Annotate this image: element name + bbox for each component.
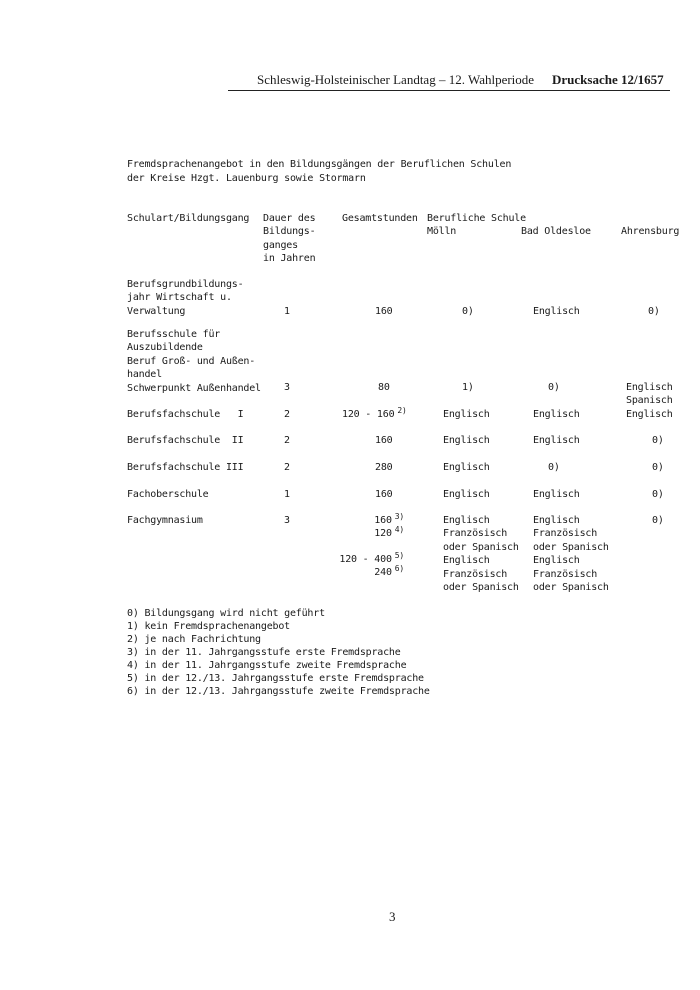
- footnote: 0) Bildungsgang wird nicht geführt: [127, 608, 325, 619]
- gesamtstunden-value: 240: [374, 567, 392, 578]
- footnote-ref: 6): [394, 564, 404, 573]
- header-bad-oldesloe: Bad Oldesloe: [521, 226, 591, 237]
- footnote: 1) kein Fremdsprachenangebot: [127, 621, 290, 632]
- cell-gesamtstunden: 80: [378, 382, 390, 393]
- cell-bad-oldesloe: 0): [548, 382, 560, 393]
- cell-schulart: Berufsschule für Auszubildende Beruf Groß- und Außen- handel Schwerpunkt Außenhandel: [127, 329, 261, 394]
- cell-bad-oldesloe: Englisch: [533, 435, 580, 446]
- gesamtstunden-value: 120: [374, 528, 392, 539]
- header-ahrensburg: Ahrensburg: [621, 226, 680, 237]
- cell-bad-oldesloe: Englisch: [533, 306, 580, 317]
- page-number: 3: [389, 909, 396, 924]
- cell-dauer: 2: [284, 435, 290, 446]
- footnote: 3) in der 11. Jahrgangsstufe erste Fremdsprache: [127, 647, 401, 658]
- cell-bad-oldesloe: 0): [548, 462, 560, 473]
- cell-schulart: Fachoberschule: [127, 489, 209, 500]
- footnote-ref: 3): [394, 512, 404, 521]
- cell-schulart: Berufsgrundbildungs- jahr Wirtschaft u. Verwaltung: [127, 279, 244, 317]
- footnote: 6) in der 12./13. Jahrgangsstufe zweite Fremdsprache: [127, 686, 430, 697]
- cell-bad-oldesloe: Englisch Französisch oder Spanisch Englisch Französisch oder Spanisch: [533, 515, 609, 594]
- cell-moelln: 1): [462, 382, 474, 393]
- document-header-title: Schleswig-Holsteinischer Landtag – 12. Wahlperiode: [257, 72, 535, 87]
- gesamtstunden-value: 160: [374, 515, 392, 526]
- document-number: Drucksache 12/1657: [552, 72, 664, 87]
- header-berufliche-schule: Berufliche Schule: [427, 213, 526, 224]
- footnote-ref: 4): [394, 525, 404, 534]
- footnote: 5) in der 12./13. Jahrgangsstufe erste Fremdsprache: [127, 673, 424, 684]
- header-schulart: Schulart/Bildungsgang: [127, 213, 250, 224]
- cell-moelln: Englisch: [443, 462, 490, 473]
- header-rule: [228, 90, 670, 91]
- cell-schulart: Fachgymnasium: [127, 515, 203, 526]
- cell-bad-oldesloe: Englisch: [533, 409, 580, 420]
- cell-gesamtstunden-line: [300, 514, 404, 527]
- cell-gesamtstunden-line: [300, 527, 404, 540]
- cell-moelln: Englisch Französisch oder Spanisch Englisch Französisch oder Spanisch: [443, 515, 519, 594]
- cell-bad-oldesloe: Englisch: [533, 489, 580, 500]
- cell-dauer: 3: [284, 382, 290, 393]
- cell-gesamtstunden-line: [300, 566, 404, 579]
- footnote-ref: 5): [394, 551, 404, 560]
- header-dauer: Dauer des Bildungs- ganges in Jahren: [263, 213, 316, 265]
- cell-dauer: 3: [284, 515, 290, 526]
- cell-dauer: 1: [284, 489, 290, 500]
- cell-ahrensburg: Englisch: [626, 409, 673, 420]
- cell-moelln: 0): [462, 306, 474, 317]
- footnote: 2) je nach Fachrichtung: [127, 634, 261, 645]
- cell-ahrensburg: 0): [648, 306, 660, 317]
- cell-gesamtstunden-line: [300, 553, 404, 566]
- footnote-ref: 2): [397, 406, 407, 415]
- cell-dauer: 2: [284, 462, 290, 473]
- cell-moelln: Englisch: [443, 409, 490, 420]
- cell-moelln: Englisch: [443, 435, 490, 446]
- cell-ahrensburg: Englisch Spanisch: [626, 382, 673, 407]
- intro-line-2: der Kreise Hzgt. Lauenburg sowie Stormarn: [127, 173, 366, 184]
- cell-schulart: Berufsfachschule I: [127, 409, 244, 420]
- cell-moelln: Englisch: [443, 489, 490, 500]
- intro-line-1: Fremdsprachenangebot in den Bildungsgängen der Beruflichen Schulen: [127, 159, 512, 170]
- gesamtstunden-value: 120 - 160: [342, 409, 395, 420]
- cell-ahrensburg: 0): [652, 489, 664, 500]
- header-gesamtstunden: Gesamtstunden: [342, 213, 418, 224]
- cell-gesamtstunden: 160: [375, 489, 393, 500]
- cell-schulart: Berufsfachschule II: [127, 435, 244, 446]
- header-moelln: Mölln: [427, 226, 457, 237]
- gesamtstunden-value: 120 - 400: [339, 554, 392, 565]
- cell-gesamtstunden: [342, 408, 407, 421]
- cell-ahrensburg: 0): [652, 462, 664, 473]
- cell-gesamtstunden: 160: [375, 435, 393, 446]
- footnote: 4) in der 11. Jahrgangsstufe zweite Fremdsprache: [127, 660, 407, 671]
- cell-schulart: Berufsfachschule III: [127, 462, 244, 473]
- cell-dauer: 2: [284, 409, 290, 420]
- cell-dauer: 1: [284, 306, 290, 317]
- cell-gesamtstunden: 160: [375, 306, 393, 317]
- cell-ahrensburg: 0): [652, 515, 664, 526]
- cell-gesamtstunden: 280: [375, 462, 393, 473]
- cell-ahrensburg: 0): [652, 435, 664, 446]
